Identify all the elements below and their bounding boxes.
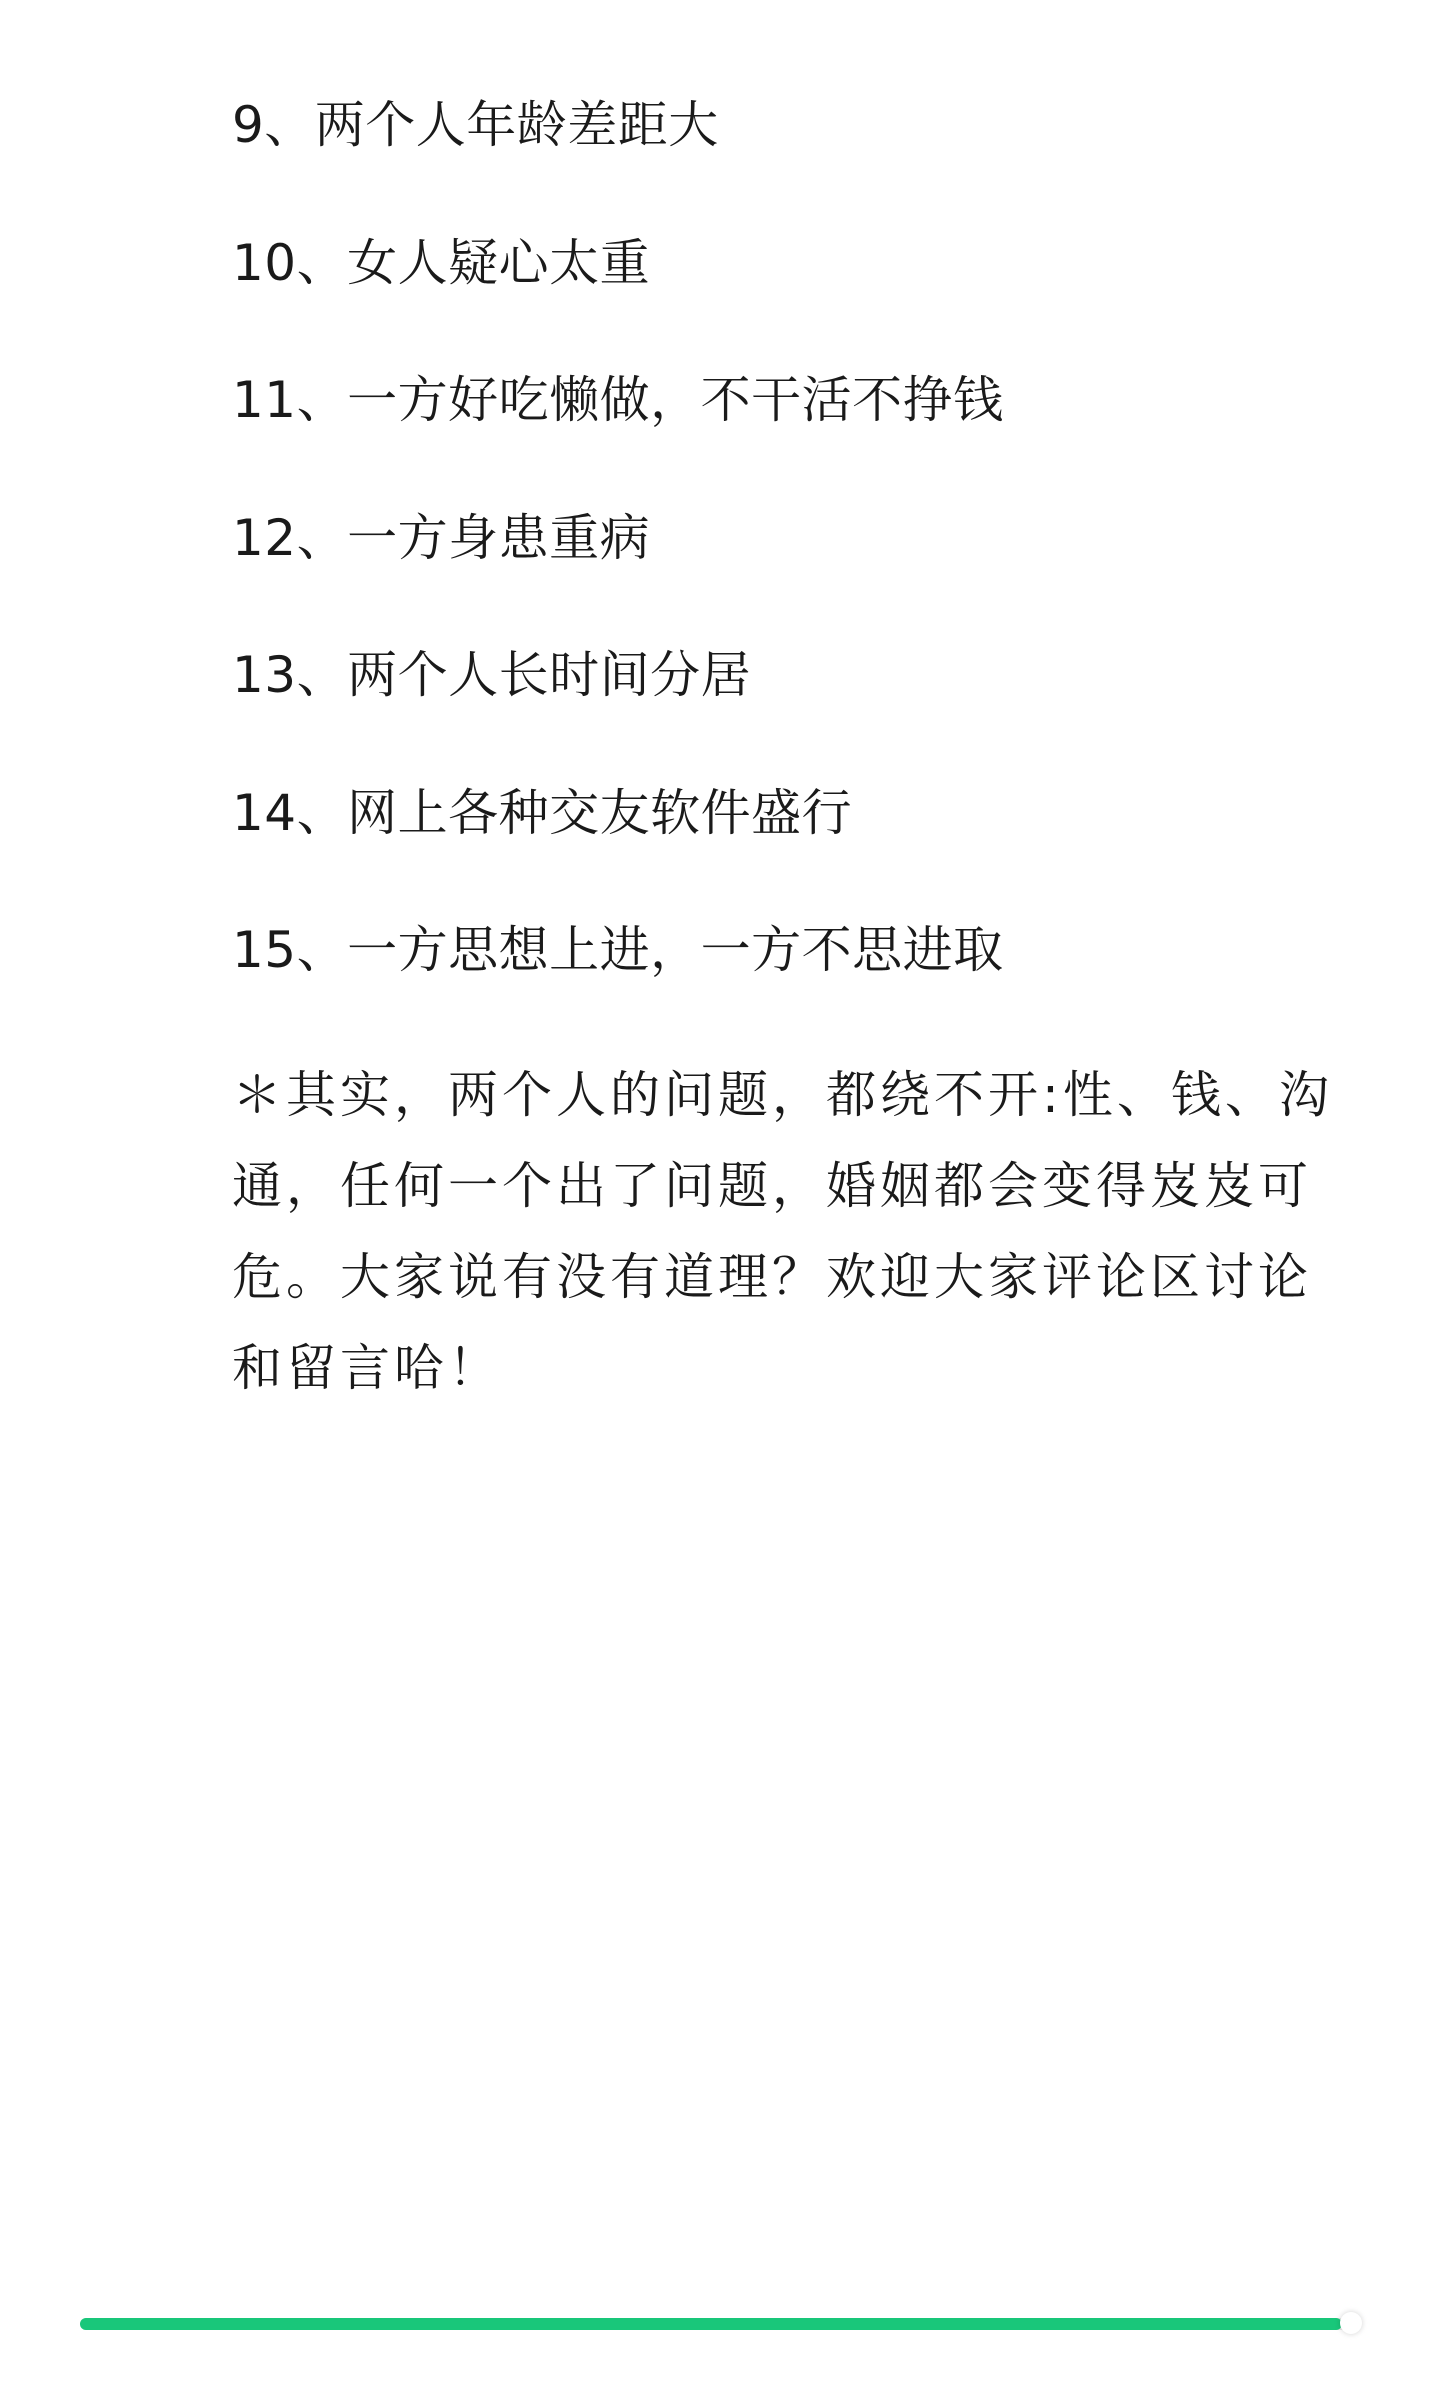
reading-progress-fill: [80, 2318, 1342, 2330]
list-item: 10、女人疑心太重: [232, 234, 651, 292]
list-item: 15、一方思想上进，一方不思进取: [232, 921, 1004, 979]
list-item: 11、一方好吃懒做，不干活不挣钱: [232, 371, 1004, 429]
list-item: 14、网上各种交友软件盛行: [232, 784, 853, 842]
reading-progress-bar[interactable]: [80, 2318, 1355, 2330]
closing-paragraph: ＊其实，两个人的问题，都绕不开:性、钱、沟通，任何一个出了问题，婚姻都会变得岌岌可危。大家说有没有道理？欢迎大家评论区讨论和留言哈！: [232, 1066, 1333, 1397]
progress-handle[interactable]: [1340, 2312, 1362, 2334]
list-item: 12、一方身患重病: [232, 509, 651, 567]
list-item: 13、两个人长时间分居: [232, 646, 752, 704]
list-item: 9、两个人年龄差距大: [232, 96, 719, 154]
